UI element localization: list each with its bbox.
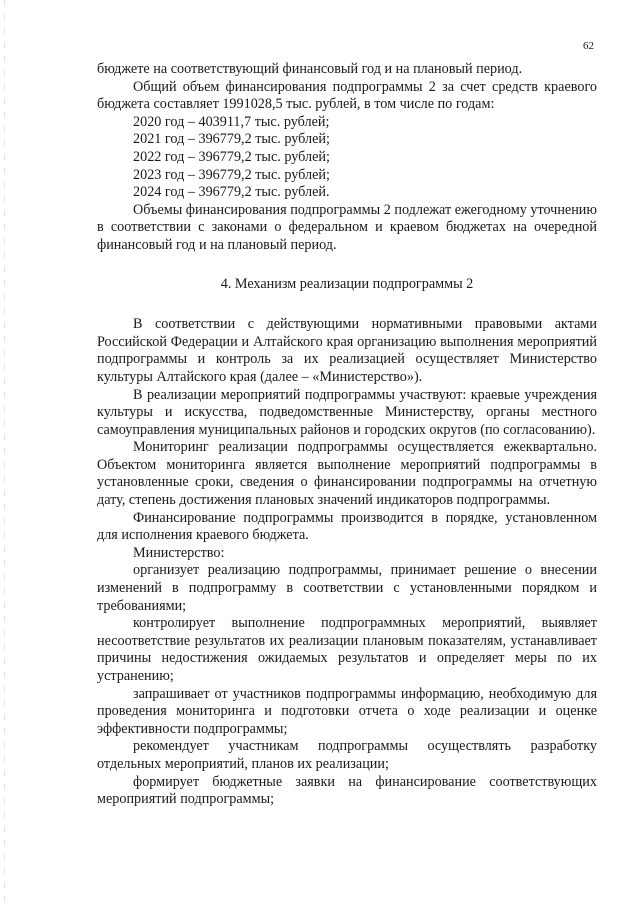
paragraph-requests: запрашивает от участников подпрограммы информацию, необходимую для проведения мониторинга и подготовки отчета о ходе реализации и оценке эффективности подпрограммы;	[97, 685, 597, 737]
paragraph-recommends: рекомендует участникам подпрограммы осуществлять разработку отдельных мероприятий, планов их реализации;	[97, 738, 597, 772]
paragraph-controls: контролирует выполнение подпрограммных мероприятий, выявляет несоответствие результатов их реализации плановым показателям, устанавливает причины недостижения ожидаемых результатов и определяет меры по их устранению;	[97, 615, 597, 684]
paragraph-financing: Финансирование подпрограммы производится в порядке, установленном для исполнения краевого бюджета.	[97, 509, 597, 544]
paragraph-organizes: организует реализацию подпрограммы, принимает решение о внесении изменений в подпрограмму в соответствии с установленными порядком и требованиями;	[97, 562, 597, 614]
paragraph-forms: формирует бюджетные заявки на финансирование соответствующих мероприятий подпрограммы;	[97, 773, 597, 808]
paragraph-total-funding: Общий объем финансирования подпрограммы 2 за счет средств краевого бюджета составляет 1991028,5 тыс. рублей, в том числе по годам:	[97, 78, 597, 113]
page-number: 62	[583, 40, 594, 52]
paragraph-monitoring: Мониторинг реализации подпрограммы осуществляется ежеквартально. Объектом мониторинга является выполнение мероприятий подпрограммы в установленные сроки, сведения о финансировании подпрограммы на отчетную дату, степень достижения плановых значений индикаторов подпрограммы.	[97, 439, 597, 509]
funding-year-2020: 2020 год – 403911,7 тыс. рублей;	[133, 113, 330, 130]
section-heading: 4. Механизм реализации подпрограммы 2	[220, 275, 474, 292]
funding-year-2021: 2021 год – 396779,2 тыс. рублей;	[133, 131, 330, 148]
scan-edge-mark	[4, 0, 5, 905]
paragraph-participants: В реализации мероприятий подпрограммы участвуют: краевые учреждения культуры и искусства, подведомственные Министерству, органы местного самоуправления муниципальных районов и городских округов (по согласованию).	[97, 386, 597, 438]
funding-year-2024: 2024 год – 396779,2 тыс. рублей.	[133, 184, 330, 201]
funding-year-2022: 2022 год – 396779,2 тыс. рублей;	[133, 148, 330, 165]
funding-year-2023: 2023 год – 396779,2 тыс. рублей;	[133, 166, 330, 183]
document-body	[97, 61, 597, 809]
paragraph-ministry: Министерство:	[133, 544, 225, 561]
paragraph-funding-volumes: Объемы финансирования подпрограммы 2 подлежат ежегодному уточнению в соответствии с законами о федеральном и краевом бюджетах на очередной финансовый год и на плановый период.	[97, 201, 597, 253]
paragraph-accordance: В соответствии с действующими нормативными правовыми актами Российской Федерации и Алтайского края организацию выполнения мероприятий подпрограммы и контроль за их реализацией осуществляет Министерство культуры Алтайского края (далее – «Министерство»).	[97, 316, 597, 385]
paragraph-intro-continuation: бюджете на соответствующий финансовый год и на плановый период.	[97, 61, 523, 77]
